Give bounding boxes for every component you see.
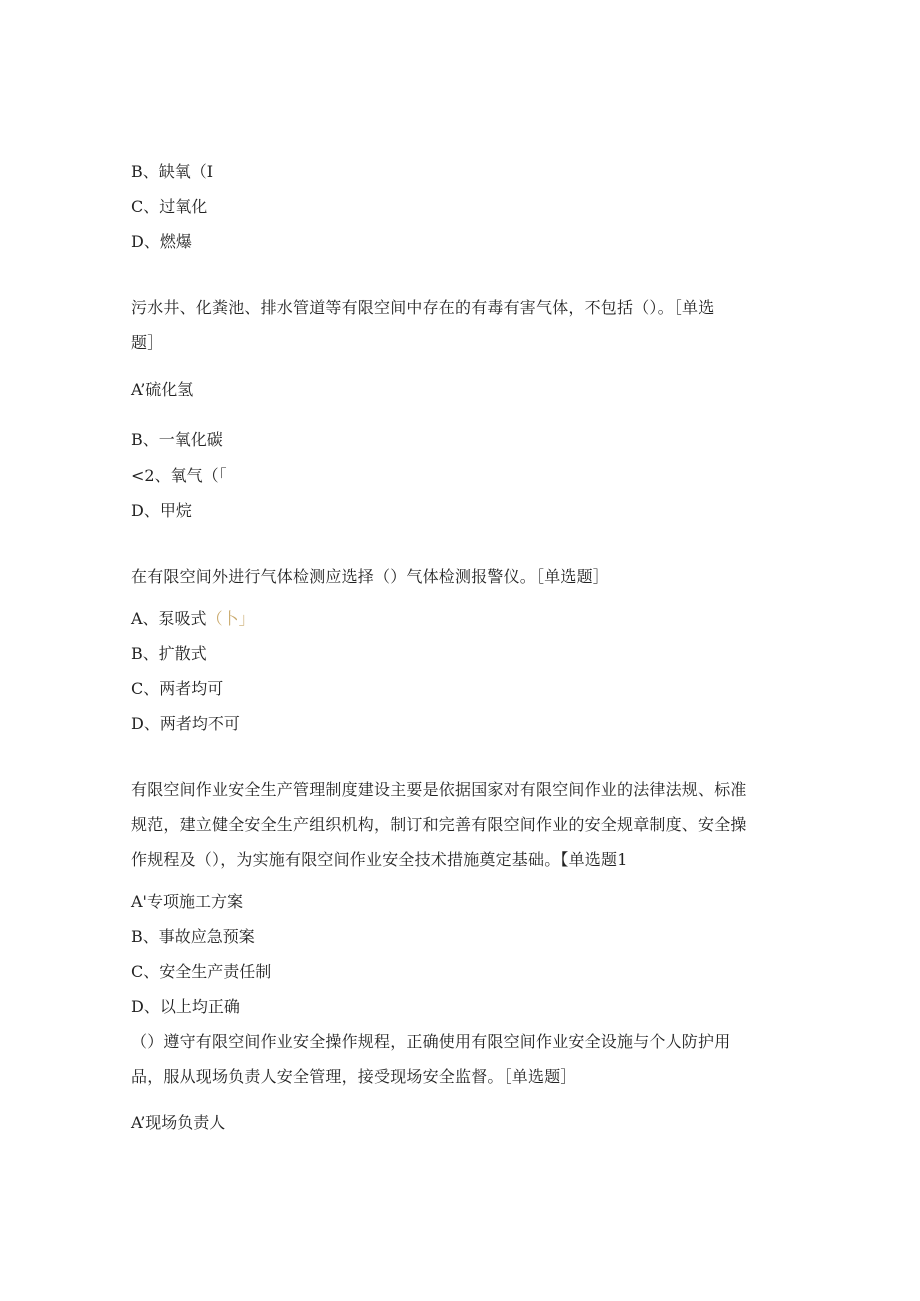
question-text-line: 规范，建立健全安全生产组织机构，制订和完善有限空间作业的安全规章制度、安全操: [131, 815, 747, 834]
option-c-line: C、两者均可: [131, 679, 224, 698]
option-c-line: <2、氧气（「: [131, 466, 227, 485]
option-b-line: B、扩散式: [131, 644, 207, 663]
option-a-line: A’现场负责人: [131, 1113, 226, 1132]
option-d-line: D、两者均不可: [131, 714, 240, 733]
option-b-line: B、事故应急预案: [131, 927, 255, 946]
option-d-line: D、燃爆: [131, 232, 192, 251]
answer-mark: （卜」: [206, 609, 255, 628]
option-d-line: D、甲烷: [131, 501, 192, 520]
question-text-line: （）遵守有限空间作业安全操作规程，正确使用有限空间作业安全设施与个人防护用: [131, 1032, 731, 1051]
option-b-line: B、一氧化碳: [131, 430, 223, 449]
option-a-line: A’硫化氢: [131, 380, 194, 399]
question-text-line: 有限空间作业安全生产管理制度建设主要是依据国家对有限空间作业的法律法规、标准: [131, 780, 747, 799]
option-c-line: C、过氧化: [131, 197, 208, 216]
option-a-text: A、泵吸式: [131, 609, 207, 628]
question-text-line: 品，服从现场负责人安全管理，接受现场安全监督。［单选题］: [131, 1067, 577, 1086]
option-b-line: B、缺氧（I: [131, 162, 214, 181]
option-d-line: D、以上均正确: [131, 997, 240, 1016]
option-a-line: A'专项施工方案: [131, 892, 243, 911]
question-text-line: 污水井、化粪池、排水管道等有限空间中存在的有毒有害气体，不包括（）。［单选: [131, 298, 715, 317]
question-text-line: 题］: [131, 333, 164, 352]
option-c-line: C、安全生产责任制: [131, 962, 272, 981]
question-text-line: 在有限空间外进行气体检测应选择（）气体检测报警仪。［单选题］: [131, 567, 610, 586]
option-a-line: [131, 609, 255, 629]
question-text-line: 作规程及（），为实施有限空间作业安全技术措施奠定基础。【单选题1: [131, 850, 628, 869]
